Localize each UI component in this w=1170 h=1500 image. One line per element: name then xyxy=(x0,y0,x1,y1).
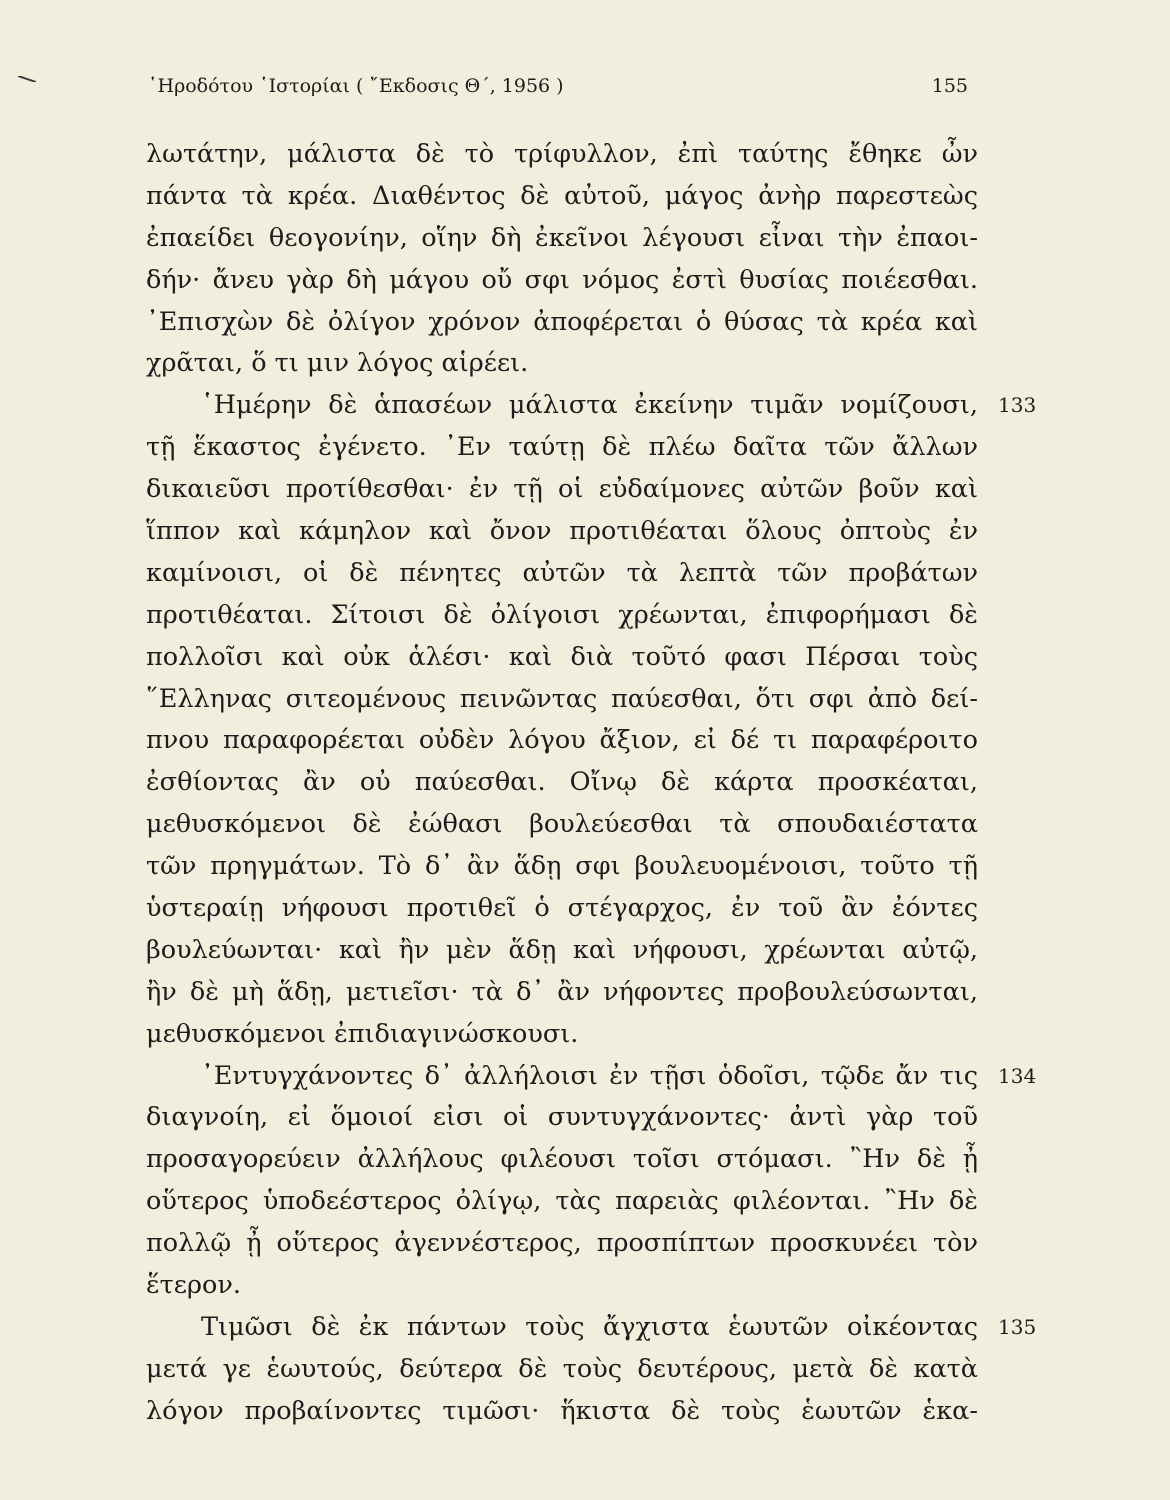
text-line: μεθυσκόμενοι δὲ ἐώθασι βουλεύεσθαι τὰ σπουδαιέστατα xyxy=(146,809,978,840)
text-line: ῞Ελληνας σιτεομένους πεινῶντας παύεσθαι, ὅτι σφι ἀπὸ δεί- xyxy=(146,683,978,714)
text-line: ᾿Εντυγχάνοντες δ᾿ ἀλλήλοισι ἐν τῇσι ὁδοῖσι, τῷδε ἄν τις xyxy=(201,1060,978,1091)
section-number: 134 xyxy=(998,1063,1037,1088)
text-line: πολλοῖσι καὶ οὐκ ἁλέσι· καὶ διὰ τοῦτό φασι Πέρσαι τοὺς xyxy=(146,641,978,672)
text-line: προσαγορεύειν ἀλλήλους φιλέουσι τοῖσι στόμασι. ῍Ην δὲ ᾖ xyxy=(146,1144,978,1175)
text-line: πάντα τὰ κρέα. Διαθέντος δὲ αὐτοῦ, μάγος ἀνὴρ παρεστεὼς xyxy=(146,180,978,211)
paragraph-135-start xyxy=(146,1307,1037,1349)
text-line: καμίνοισι, οἱ δὲ πένητες αὐτῶν τὰ λεπτὰ τῶν προβάτων xyxy=(146,557,978,588)
paragraph-134-start xyxy=(146,1056,1037,1098)
text-line: ῾Ημέρην δὲ ἁπασέων μάλιστα ἐκείνην τιμᾶν νομίζουσι, xyxy=(201,390,978,421)
text-line: λόγον προβαίνοντες τιμῶσι· ἥκιστα δὲ τοὺς ἑωυτῶν ἑκα- xyxy=(146,1395,978,1426)
page-number: 155 xyxy=(931,75,968,97)
text-line: λωτάτην, μάλιστα δὲ τὸ τρίφυλλον, ἐπὶ ταύτης ἔθηκε ὦν xyxy=(146,139,978,169)
text-line: ἢν δὲ μὴ ἅδῃ, μετιεῖσι· τὰ δ᾿ ἂν νήφοντες προβουλεύσωνται, xyxy=(146,976,978,1007)
text-line: δικαιεῦσι προτίθεσθαι· ἐν τῇ οἱ εὐδαίμονες αὐτῶν βοῦν καὶ xyxy=(146,474,978,505)
text-line: μετά γε ἑωυτούς, δεύτερα δὲ τοὺς δευτέρους, μετὰ δὲ κατὰ xyxy=(146,1353,978,1384)
section-number: 135 xyxy=(998,1314,1037,1339)
text-line: πολλῷ ᾖ οὕτερος ἀγεννέστερος, προσπίπτων προσκυνέει τὸν xyxy=(146,1228,978,1259)
text-line: ἵππον καὶ κάμηλον καὶ ὄνον προτιθέαται ὅλους ὀπτοὺς ἐν xyxy=(146,516,978,547)
corner-mark xyxy=(18,76,36,82)
text-line: διαγνοίη, εἰ ὅμοιοί εἰσι οἱ συντυγχάνοντες· ἀντὶ γὰρ τοῦ xyxy=(146,1102,978,1133)
text-line: χρᾶται, ὅ τι μιν λόγος αἱρέει. xyxy=(146,348,529,379)
body-text xyxy=(146,134,1037,1433)
text-line: προτιθέαται. Σίτοισι δὲ ὀλίγοισι χρέωνται, ἐπιφορήμασι δὲ xyxy=(146,599,978,630)
text-line: τῇ ἕκαστος ἐγένετο. ᾿Εν ταύτῃ δὲ πλέω δαῖτα τῶν ἄλλων xyxy=(146,432,978,463)
text-line: ὑστεραίῃ νήφουσι προτιθεῖ ὁ στέγαρχος, ἐν τοῦ ἂν ἐόντες xyxy=(146,893,978,924)
text-line: πνου παραφορέεται οὐδὲν λόγου ἄξιον, εἰ δέ τι παραφέροιτο xyxy=(146,725,978,756)
text-line: δήν· ἄνευ γὰρ δὴ μάγου οὔ σφι νόμος ἐστὶ θυσίας ποιέεσθαι. xyxy=(146,264,978,295)
text-line: ἐσθίοντας ἂν οὐ παύεσθαι. Οἴνῳ δὲ κάρτα προσκέαται, xyxy=(146,767,978,798)
section-number: 133 xyxy=(998,393,1037,418)
text-line: ἕτερον. xyxy=(146,1270,241,1301)
text-line: ᾿Επισχὼν δὲ ὀλίγον χρόνον ἀποφέρεται ὁ θύσας τὰ κρέα καὶ xyxy=(146,306,978,337)
text-line: τῶν πρηγμάτων. Τὸ δ᾿ ἂν ἅδῃ σφι βουλευομένοισι, τοῦτο τῇ xyxy=(146,851,978,882)
header-title: ῾Ηροδότου ῾Ιστορίαι ( ῎Εκδοσις Θ΄, 1956 ) xyxy=(148,75,564,97)
text-line: οὕτερος ὑποδεέστερος ὀλίγῳ, τὰς παρειὰς φιλέονται. ῍Ην δὲ xyxy=(146,1186,978,1217)
paragraph-133-start xyxy=(146,385,1037,427)
text-line: Τιμῶσι δὲ ἐκ πάντων τοὺς ἄγχιστα ἑωυτῶν οἰκέοντας xyxy=(201,1311,978,1342)
text-line: μεθυσκόμενοι ἐπιδιαγινώσκουσι. xyxy=(146,1018,579,1049)
text-line: βουλεύωνται· καὶ ἢν μὲν ἅδῃ καὶ νήφουσι, χρέωνται αὐτῷ, xyxy=(146,934,978,965)
text-line: ἐπαείδει θεογονίην, οἵην δὴ ἐκεῖνοι λέγουσι εἶναι τὴν ἐπαοι- xyxy=(146,222,978,253)
